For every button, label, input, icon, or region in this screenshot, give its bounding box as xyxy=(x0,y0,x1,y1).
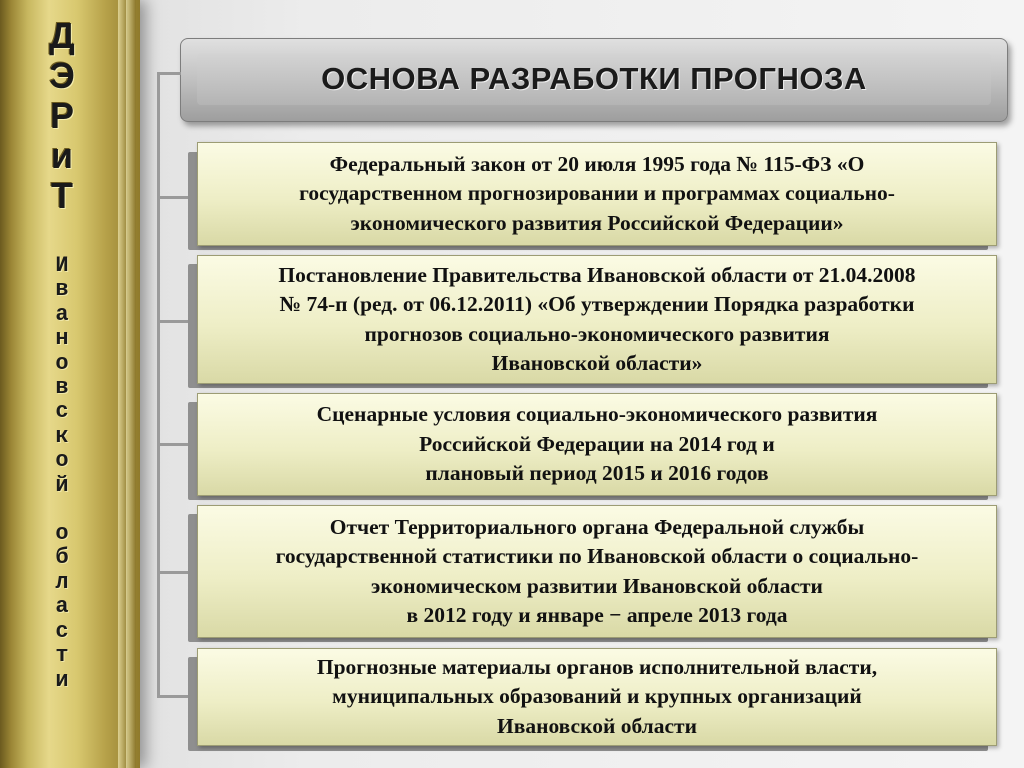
region-letter: б xyxy=(55,545,69,571)
abbreviation-letter: Э xyxy=(49,55,75,96)
source-box-scenario-conditions xyxy=(197,393,997,496)
region-letter: в xyxy=(55,375,69,401)
region-letter: к xyxy=(55,423,69,449)
region-letter: а xyxy=(55,594,69,620)
region-letter: й xyxy=(55,472,69,498)
title-inner xyxy=(197,53,991,105)
region-letter: о xyxy=(55,448,69,474)
sidebar xyxy=(0,0,140,768)
region-letter: н xyxy=(55,326,69,352)
source-box-statistics-report xyxy=(197,505,997,638)
region-letter: и xyxy=(55,667,69,693)
region-column xyxy=(44,254,80,693)
page-title: ОСНОВА РАЗРАБОТКИ ПРОГНОЗА xyxy=(321,61,867,96)
title-banner xyxy=(180,38,1008,122)
connector-trunk xyxy=(157,72,160,697)
region-letter: И xyxy=(55,253,69,278)
source-box-regional-resolution xyxy=(197,255,997,384)
abbreviation-letter: Р xyxy=(49,95,74,136)
region-letter: в xyxy=(55,277,69,303)
region-letter: л xyxy=(55,569,69,595)
region-letter: с xyxy=(55,399,69,425)
region-letter: т xyxy=(55,643,69,669)
region-letter: а xyxy=(55,301,69,327)
abbreviation-column xyxy=(44,16,80,216)
source-text: Постановление Правительства Ивановской области от 21.04.2008 № 74-п (ред. от 06.12.2011) «Об утверждении Порядка разработки прогнозов социально-экономического развития Ивановской области» xyxy=(278,262,916,375)
abbreviation-letter: и xyxy=(50,135,74,176)
abbreviation-letter: Т xyxy=(51,175,73,216)
source-text: Сценарные условия социально-экономического развития Российской Федерации на 2014 год и плановый период 2015 и 2016 годов xyxy=(316,402,878,486)
abbreviation-letter: Д xyxy=(49,15,75,56)
source-text: Отчет Территориального органа Федеральной службы государственной статистики по Ивановской области о социально- экономическом развитии Ивановской области в 2012 году и январе − апреле 2013 года xyxy=(275,514,919,627)
source-text: Прогнозные материалы органов исполнительной власти, муниципальных образований и крупных организаций Ивановской области xyxy=(316,654,878,738)
connector-line xyxy=(157,72,181,75)
region-letter: с xyxy=(55,618,69,644)
source-text: Федеральный закон от 20 июля 1995 года № 115-ФЗ «О государственном прогнозировании и программах социально- экономического развития Российской Федерации» xyxy=(299,151,895,235)
source-box-forecast-materials xyxy=(197,648,997,746)
region-letter: о xyxy=(55,521,69,547)
sidebar-stripe xyxy=(126,0,136,768)
source-box-federal-law xyxy=(197,142,997,246)
region-letter: о xyxy=(55,350,69,376)
